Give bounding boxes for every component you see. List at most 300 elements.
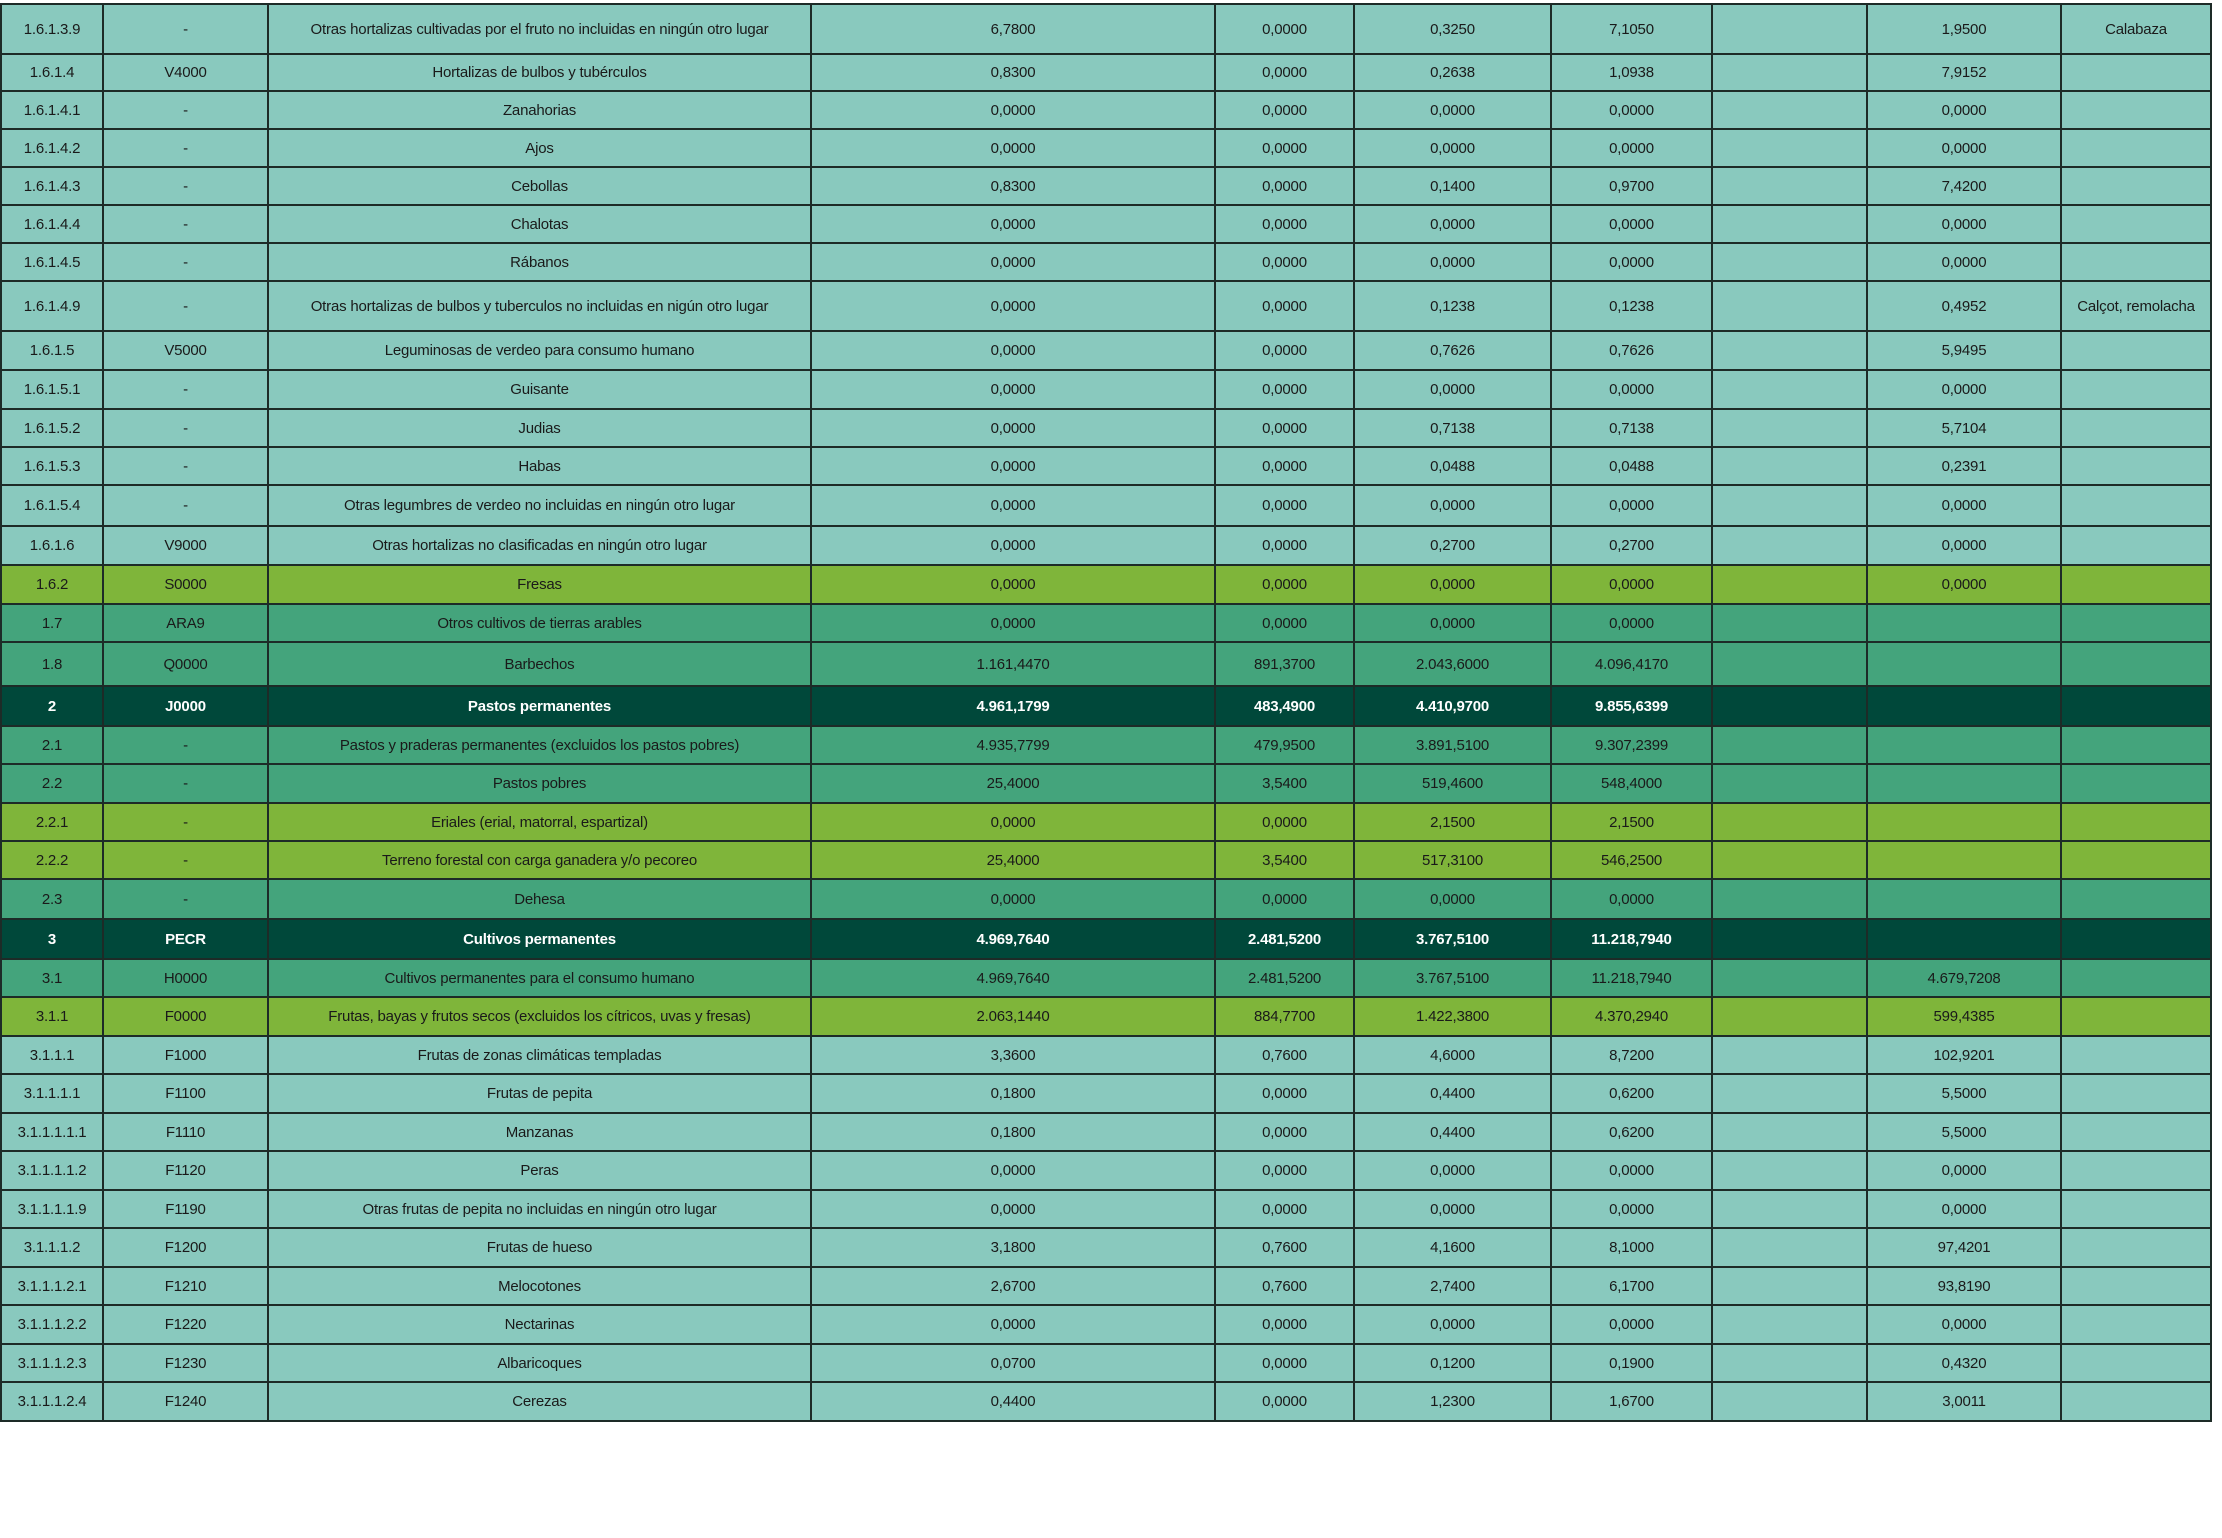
cell-id: Q0000 [103,642,268,686]
cell-value-total: 0,0000 [1551,1190,1712,1228]
cell-code: 1.7 [1,604,103,642]
cell-code: 1.6.1.4 [1,54,103,91]
cell-value-2: 3,5400 [1215,764,1354,803]
cell-value-3: 0,0000 [1354,205,1551,243]
cell-value-total: 11.218,7940 [1551,919,1712,959]
table-row [1,409,2211,447]
table-row [1,803,2211,841]
cell-value-3: 3.767,5100 [1354,919,1551,959]
cell-value-total: 0,1238 [1551,281,1712,331]
table-row [1,1267,2211,1305]
cell-note [2061,642,2211,686]
cell-value-5 [1712,331,1867,370]
cell-value-total: 0,0488 [1551,447,1712,485]
cell-name: Otras hortalizas no clasificadas en ningún otro lugar [268,526,811,565]
cell-code: 3.1.1.1.1.9 [1,1190,103,1228]
cell-value-2: 0,0000 [1215,54,1354,91]
cell-value-3: 0,4400 [1354,1113,1551,1151]
cell-name: Leguminosas de verdeo para consumo humano [268,331,811,370]
table-row [1,447,2211,485]
cell-note [2061,485,2211,526]
cell-value-5 [1712,281,1867,331]
cell-name: Albaricoques [268,1344,811,1382]
table-row [1,565,2211,604]
cell-code: 3.1.1.1.2.2 [1,1305,103,1344]
cell-note [2061,1113,2211,1151]
cell-value-2: 0,0000 [1215,1382,1354,1421]
cell-value-1: 0,1800 [811,1113,1215,1151]
cell-name: Nectarinas [268,1305,811,1344]
cell-name: Rábanos [268,243,811,281]
table-row [1,1074,2211,1113]
cell-id: F1200 [103,1228,268,1267]
cell-value-2: 479,9500 [1215,726,1354,764]
cell-value-3: 0,0488 [1354,447,1551,485]
cell-value-2: 0,0000 [1215,281,1354,331]
cell-note [2061,1382,2211,1421]
cell-code: 2.1 [1,726,103,764]
cell-value-6 [1867,803,2061,841]
cell-value-3: 0,2638 [1354,54,1551,91]
cell-id: F1110 [103,1113,268,1151]
table-row [1,1344,2211,1382]
cell-value-6: 5,5000 [1867,1113,2061,1151]
cell-value-total: 0,7626 [1551,331,1712,370]
cell-code: 2 [1,686,103,726]
cell-value-3: 3.767,5100 [1354,959,1551,997]
cell-value-1: 0,0000 [811,370,1215,409]
cell-value-2: 0,7600 [1215,1228,1354,1267]
cell-note [2061,1190,2211,1228]
cell-value-5 [1712,803,1867,841]
cell-value-3: 0,0000 [1354,565,1551,604]
cell-value-total: 546,2500 [1551,841,1712,879]
cell-note [2061,959,2211,997]
cell-code: 2.3 [1,879,103,919]
cell-value-1: 0,0000 [811,331,1215,370]
cell-value-5 [1712,879,1867,919]
cell-value-3: 1.422,3800 [1354,997,1551,1036]
cell-value-total: 0,0000 [1551,565,1712,604]
cell-value-total: 6,1700 [1551,1267,1712,1305]
cell-value-6: 5,5000 [1867,1074,2061,1113]
cell-id: ARA9 [103,604,268,642]
cell-name: Pastos permanentes [268,686,811,726]
cell-value-1: 0,4400 [811,1382,1215,1421]
cell-note [2061,841,2211,879]
cell-note [2061,205,2211,243]
cell-value-2: 891,3700 [1215,642,1354,686]
cell-note [2061,1228,2211,1267]
cell-code: 1.6.1.5.1 [1,370,103,409]
cell-value-5 [1712,1344,1867,1382]
cell-name: Frutas, bayas y frutos secos (excluidos los cítricos, uvas y fresas) [268,997,811,1036]
cell-value-2: 0,0000 [1215,879,1354,919]
table-row [1,54,2211,91]
cell-id: F0000 [103,997,268,1036]
cell-name: Ajos [268,129,811,167]
cell-value-2: 483,4900 [1215,686,1354,726]
cell-name: Frutas de zonas climáticas templadas [268,1036,811,1074]
cell-note [2061,1036,2211,1074]
cell-value-3: 2.043,6000 [1354,642,1551,686]
cell-value-6: 0,4320 [1867,1344,2061,1382]
cell-code: 1.6.1.4.5 [1,243,103,281]
cell-value-3: 0,0000 [1354,485,1551,526]
cell-name: Peras [268,1151,811,1190]
table-row [1,205,2211,243]
table-body [1,4,2211,1421]
cell-value-1: 25,4000 [811,764,1215,803]
cell-value-1: 0,0000 [811,409,1215,447]
table-row [1,485,2211,526]
cell-note [2061,447,2211,485]
cell-value-1: 4.969,7640 [811,959,1215,997]
cell-code: 3.1.1.1 [1,1036,103,1074]
cell-id: - [103,409,268,447]
cell-value-3: 0,0000 [1354,91,1551,129]
cell-value-6 [1867,919,2061,959]
cell-id: V4000 [103,54,268,91]
cell-id: H0000 [103,959,268,997]
cell-value-2: 0,0000 [1215,803,1354,841]
cell-value-6 [1867,841,2061,879]
cell-value-total: 11.218,7940 [1551,959,1712,997]
cell-value-6: 0,0000 [1867,1190,2061,1228]
table-row [1,1151,2211,1190]
cell-value-6: 0,0000 [1867,1151,2061,1190]
cell-code: 2.2 [1,764,103,803]
cell-value-1: 0,1800 [811,1074,1215,1113]
cell-id: F1230 [103,1344,268,1382]
cell-value-2: 0,0000 [1215,331,1354,370]
cell-value-5 [1712,841,1867,879]
table-row [1,243,2211,281]
cell-value-5 [1712,526,1867,565]
table-row [1,370,2211,409]
cell-code: 3.1 [1,959,103,997]
cell-id: - [103,91,268,129]
table-row [1,726,2211,764]
cell-value-total: 0,0000 [1551,205,1712,243]
cell-name: Judias [268,409,811,447]
cell-value-5 [1712,1036,1867,1074]
cell-value-2: 0,0000 [1215,1190,1354,1228]
cell-value-1: 3,1800 [811,1228,1215,1267]
crop-area-table [0,3,2212,1422]
cell-note [2061,243,2211,281]
cell-code: 3.1.1 [1,997,103,1036]
cell-value-5 [1712,959,1867,997]
cell-note [2061,167,2211,205]
cell-value-6: 5,9495 [1867,331,2061,370]
cell-code: 3.1.1.1.2.3 [1,1344,103,1382]
cell-id: - [103,841,268,879]
cell-name: Manzanas [268,1113,811,1151]
cell-code: 3.1.1.1.1.1 [1,1113,103,1151]
cell-value-3: 0,0000 [1354,1190,1551,1228]
cell-value-5 [1712,997,1867,1036]
cell-id: F1210 [103,1267,268,1305]
cell-code: 1.6.1.6 [1,526,103,565]
cell-value-6: 0,0000 [1867,205,2061,243]
table-row [1,91,2211,129]
cell-value-total: 9.307,2399 [1551,726,1712,764]
cell-id: F1240 [103,1382,268,1421]
cell-value-total: 0,0000 [1551,485,1712,526]
cell-id: - [103,803,268,841]
cell-note [2061,409,2211,447]
cell-note [2061,1074,2211,1113]
cell-value-3: 0,7626 [1354,331,1551,370]
cell-value-6: 102,9201 [1867,1036,2061,1074]
cell-value-6: 5,7104 [1867,409,2061,447]
cell-value-3: 4,6000 [1354,1036,1551,1074]
cell-name: Cerezas [268,1382,811,1421]
cell-value-6: 0,0000 [1867,1305,2061,1344]
cell-value-total: 1,0938 [1551,54,1712,91]
cell-value-1: 0,0000 [811,129,1215,167]
cell-value-total: 0,0000 [1551,370,1712,409]
table-row [1,1036,2211,1074]
table-row [1,919,2211,959]
cell-value-total: 0,7138 [1551,409,1712,447]
cell-note [2061,879,2211,919]
cell-id: F1190 [103,1190,268,1228]
table-row [1,1382,2211,1421]
cell-value-5 [1712,642,1867,686]
cell-value-2: 0,0000 [1215,91,1354,129]
cell-value-5 [1712,1305,1867,1344]
cell-value-total: 7,1050 [1551,4,1712,54]
cell-code: 1.8 [1,642,103,686]
cell-value-6: 97,4201 [1867,1228,2061,1267]
cell-id: - [103,281,268,331]
cell-value-1: 2.063,1440 [811,997,1215,1036]
cell-value-3: 4.410,9700 [1354,686,1551,726]
cell-value-1: 0,0000 [811,91,1215,129]
cell-value-total: 0,0000 [1551,879,1712,919]
table-row [1,129,2211,167]
cell-value-3: 517,3100 [1354,841,1551,879]
cell-name: Barbechos [268,642,811,686]
table-row [1,1305,2211,1344]
table-row [1,604,2211,642]
cell-name: Otros cultivos de tierras arables [268,604,811,642]
cell-code: 1.6.1.5.3 [1,447,103,485]
cell-name: Pastos pobres [268,764,811,803]
cell-value-total: 8,7200 [1551,1036,1712,1074]
cell-value-3: 4,1600 [1354,1228,1551,1267]
cell-value-total: 0,2700 [1551,526,1712,565]
cell-id: - [103,205,268,243]
cell-id: - [103,447,268,485]
cell-value-total: 0,0000 [1551,91,1712,129]
cell-name: Zanahorias [268,91,811,129]
table-row [1,281,2211,331]
cell-value-6 [1867,726,2061,764]
cell-value-6: 93,8190 [1867,1267,2061,1305]
cell-id: V5000 [103,331,268,370]
cell-value-1: 0,0000 [811,565,1215,604]
cell-value-5 [1712,1190,1867,1228]
cell-value-3: 0,0000 [1354,370,1551,409]
cell-value-5 [1712,565,1867,604]
cell-value-2: 2.481,5200 [1215,959,1354,997]
cell-id: F1220 [103,1305,268,1344]
cell-code: 1.6.1.4.2 [1,129,103,167]
table-row [1,1113,2211,1151]
cell-value-1: 0,0000 [811,1151,1215,1190]
cell-value-6: 4.679,7208 [1867,959,2061,997]
cell-name: Guisante [268,370,811,409]
cell-note [2061,1344,2211,1382]
cell-value-3: 2,7400 [1354,1267,1551,1305]
cell-name: Cebollas [268,167,811,205]
cell-value-6 [1867,879,2061,919]
table-row [1,642,2211,686]
cell-value-2: 0,0000 [1215,447,1354,485]
table-row [1,167,2211,205]
cell-value-5 [1712,764,1867,803]
cell-value-3: 3.891,5100 [1354,726,1551,764]
cell-value-1: 4.935,7799 [811,726,1215,764]
cell-value-total: 4.096,4170 [1551,642,1712,686]
cell-value-6: 0,0000 [1867,243,2061,281]
cell-id: - [103,167,268,205]
cell-value-2: 0,0000 [1215,1151,1354,1190]
cell-value-6: 0,0000 [1867,526,2061,565]
cell-value-1: 0,0000 [811,604,1215,642]
cell-value-2: 0,0000 [1215,485,1354,526]
cell-value-5 [1712,243,1867,281]
cell-value-2: 2.481,5200 [1215,919,1354,959]
cell-code: 2.2.1 [1,803,103,841]
cell-value-5 [1712,370,1867,409]
table-row [1,879,2211,919]
cell-value-5 [1712,919,1867,959]
cell-code: 1.6.1.4.9 [1,281,103,331]
cell-name: Eriales (erial, matorral, espartizal) [268,803,811,841]
cell-value-total: 0,6200 [1551,1113,1712,1151]
cell-value-2: 0,0000 [1215,565,1354,604]
cell-value-2: 884,7700 [1215,997,1354,1036]
cell-id: - [103,764,268,803]
cell-value-2: 3,5400 [1215,841,1354,879]
cell-value-3: 1,2300 [1354,1382,1551,1421]
cell-value-3: 0,0000 [1354,604,1551,642]
cell-value-total: 9.855,6399 [1551,686,1712,726]
cell-value-3: 0,0000 [1354,1305,1551,1344]
cell-value-5 [1712,1382,1867,1421]
cell-code: 1.6.1.4.3 [1,167,103,205]
cell-code: 2.2.2 [1,841,103,879]
cell-name: Cultivos permanentes [268,919,811,959]
table-row [1,331,2211,370]
cell-value-5 [1712,4,1867,54]
cell-value-6: 3,0011 [1867,1382,2061,1421]
cell-name: Otras hortalizas cultivadas por el fruto no incluidas en ningún otro lugar [268,4,811,54]
cell-value-6: 7,4200 [1867,167,2061,205]
cell-value-2: 0,0000 [1215,526,1354,565]
cell-value-1: 4.961,1799 [811,686,1215,726]
cell-value-5 [1712,686,1867,726]
cell-value-5 [1712,1151,1867,1190]
cell-value-1: 0,0000 [811,485,1215,526]
cell-value-1: 6,7800 [811,4,1215,54]
cell-id: J0000 [103,686,268,726]
cell-note [2061,919,2211,959]
cell-value-6: 0,0000 [1867,485,2061,526]
cell-code: 1.6.1.4.4 [1,205,103,243]
cell-note [2061,1151,2211,1190]
cell-value-1: 0,0000 [811,281,1215,331]
cell-value-6: 0,0000 [1867,129,2061,167]
cell-value-1: 0,0000 [811,205,1215,243]
cell-value-5 [1712,409,1867,447]
cell-value-5 [1712,54,1867,91]
cell-value-6 [1867,686,2061,726]
table-row [1,764,2211,803]
cell-id: F1120 [103,1151,268,1190]
cell-note [2061,91,2211,129]
cell-id: - [103,726,268,764]
cell-value-6: 0,4952 [1867,281,2061,331]
cell-note [2061,331,2211,370]
cell-value-2: 0,0000 [1215,1113,1354,1151]
cell-name: Fresas [268,565,811,604]
cell-value-2: 0,0000 [1215,1305,1354,1344]
cell-note [2061,726,2211,764]
cell-value-total: 4.370,2940 [1551,997,1712,1036]
cell-value-2: 0,0000 [1215,409,1354,447]
cell-id: S0000 [103,565,268,604]
cell-value-total: 0,1900 [1551,1344,1712,1382]
cell-note [2061,686,2211,726]
cell-value-3: 0,0000 [1354,129,1551,167]
cell-code: 3.1.1.1.2.4 [1,1382,103,1421]
cell-note [2061,370,2211,409]
cell-note: Calçot, remolacha [2061,281,2211,331]
cell-id: F1100 [103,1074,268,1113]
cell-value-2: 0,0000 [1215,167,1354,205]
cell-value-2: 0,7600 [1215,1036,1354,1074]
cell-name: Hortalizas de bulbos y tubérculos [268,54,811,91]
cell-code: 3.1.1.1.1.2 [1,1151,103,1190]
cell-value-1: 0,0000 [811,1305,1215,1344]
cell-value-total: 8,1000 [1551,1228,1712,1267]
cell-value-5 [1712,604,1867,642]
cell-value-3: 0,0000 [1354,243,1551,281]
cell-value-total: 0,6200 [1551,1074,1712,1113]
cell-name: Habas [268,447,811,485]
cell-note [2061,54,2211,91]
cell-note [2061,997,2211,1036]
cell-value-6 [1867,604,2061,642]
cell-name: Cultivos permanentes para el consumo humano [268,959,811,997]
cell-value-1: 0,0000 [811,879,1215,919]
cell-value-total: 0,0000 [1551,243,1712,281]
cell-value-2: 0,7600 [1215,1267,1354,1305]
cell-value-2: 0,0000 [1215,604,1354,642]
cell-value-1: 0,0000 [811,1190,1215,1228]
cell-value-2: 0,0000 [1215,1074,1354,1113]
cell-value-1: 3,3600 [811,1036,1215,1074]
cell-id: V9000 [103,526,268,565]
cell-value-5 [1712,485,1867,526]
cell-value-1: 2,6700 [811,1267,1215,1305]
cell-code: 1.6.1.3.9 [1,4,103,54]
